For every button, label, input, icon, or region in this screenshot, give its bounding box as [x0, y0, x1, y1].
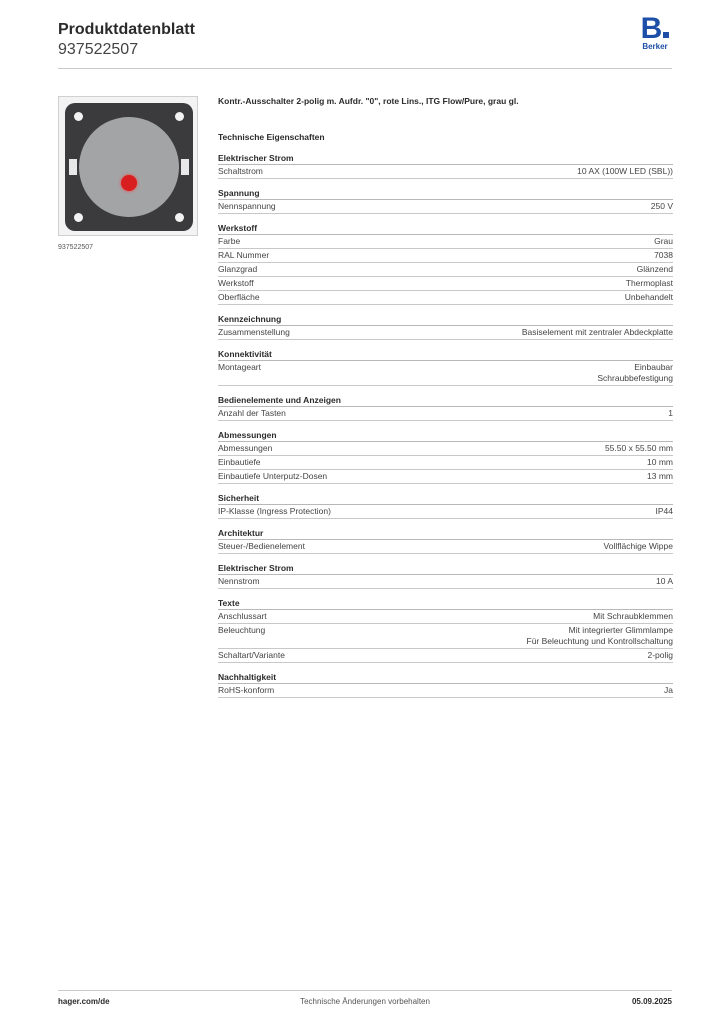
property-row [218, 649, 673, 663]
property-value [605, 443, 673, 454]
section-title: Texte [218, 598, 673, 610]
screw-icon [74, 112, 83, 121]
property-value-line: 13 mm [647, 471, 673, 481]
section-title: Bedienelemente und Anzeigen [218, 395, 673, 407]
section-title: Architektur [218, 528, 673, 540]
property-section [218, 349, 673, 386]
footer-date: 05.09.2025 [631, 997, 672, 1006]
section-title: Elektrischer Strom [218, 153, 673, 165]
property-row [218, 540, 673, 554]
property-value [651, 201, 673, 212]
section-title: Konnektivität [218, 349, 673, 361]
switch-plate [65, 103, 193, 231]
property-label: Werkstoff [218, 278, 254, 288]
property-section [218, 598, 673, 663]
property-section [218, 563, 673, 589]
image-caption: 937522507 [58, 244, 94, 251]
document-title: Produktdatenblatt [58, 21, 195, 38]
property-row [218, 407, 673, 421]
property-value [625, 292, 673, 303]
property-row [218, 200, 673, 214]
property-value-line: 10 A [655, 576, 673, 586]
screw-icon [175, 112, 184, 121]
property-value-line: IP44 [655, 506, 673, 516]
property-label: Schaltart/Variante [218, 650, 285, 660]
property-section [218, 430, 673, 484]
property-value [626, 278, 673, 289]
property-value [597, 362, 673, 384]
section-title: Abmessungen [218, 430, 673, 442]
document-header [58, 12, 672, 70]
property-row [218, 442, 673, 456]
property-label: Schaltstrom [218, 166, 263, 176]
property-label: Farbe [218, 236, 241, 246]
property-value-line: 55.50 x 55.50 mm [604, 443, 673, 453]
property-label: Zusammenstellung [218, 327, 290, 337]
section-title: Nachhaltigkeit [218, 672, 673, 684]
property-label: Einbautiefe [218, 457, 261, 467]
logo-dot [663, 32, 669, 38]
property-value [527, 625, 673, 647]
property-value-line: 7038 [654, 250, 673, 260]
property-value [656, 506, 674, 517]
section-title: Elektrischer Strom [218, 563, 673, 575]
property-section [218, 672, 673, 698]
property-value [654, 250, 673, 261]
property-row [218, 575, 673, 589]
property-label: RAL Nummer [218, 250, 270, 260]
property-value-line: Mit integrierter Glimmlampe [568, 625, 673, 635]
property-section [218, 314, 673, 340]
property-row [218, 624, 673, 649]
rocker-switch [79, 117, 179, 217]
footer-divider [58, 990, 672, 991]
property-value [604, 541, 673, 552]
property-value-line: Mit Schraubklemmen [593, 611, 673, 621]
property-value-line: Unbehandelt [624, 292, 673, 302]
berker-logo [638, 12, 672, 52]
property-row [218, 165, 673, 179]
property-value-line: 1 [668, 408, 673, 418]
property-row [218, 361, 673, 386]
property-row [218, 326, 673, 340]
property-label: Oberfläche [218, 292, 260, 302]
property-row [218, 505, 673, 519]
property-value [593, 611, 673, 622]
property-section [218, 395, 673, 421]
property-value-line: Einbaubar [634, 362, 673, 372]
technical-properties-heading: Technische Eigenschaften [218, 132, 325, 142]
property-label: Montageart [218, 362, 261, 372]
property-section [218, 188, 673, 214]
property-value [647, 650, 673, 661]
property-label: RoHS-konform [218, 685, 275, 695]
property-label: Abmessungen [218, 443, 273, 453]
property-value-line: Basiselement mit zentraler Abdeckplatte [521, 327, 673, 337]
logo-text: Berker [642, 42, 668, 51]
red-lens-icon [121, 175, 137, 191]
header-divider [58, 68, 672, 69]
property-section [218, 223, 673, 305]
property-value-line: 10 AX (100W LED (SBL)) [577, 166, 673, 176]
footer-website: hager.com/de [58, 997, 110, 1006]
footer-disclaimer: Technische Änderungen vorbehalten [300, 997, 430, 1006]
section-title: Werkstoff [218, 223, 673, 235]
screw-icon [74, 213, 83, 222]
property-label: Einbautiefe Unterputz-Dosen [218, 471, 328, 481]
property-label: Anzahl der Tasten [218, 408, 286, 418]
property-value-line: Für Beleuchtung und Kontrollschaltung [526, 636, 673, 646]
property-section [218, 528, 673, 554]
document-number: 937522507 [58, 41, 139, 58]
property-value-line: Grau [654, 236, 673, 246]
property-label: Nennspannung [218, 201, 276, 211]
property-row [218, 610, 673, 624]
logo-letter: B [640, 12, 663, 45]
section-title: Spannung [218, 188, 673, 200]
property-label: Steuer-/Bedienelement [218, 541, 305, 551]
property-value [668, 408, 673, 419]
property-value [647, 471, 673, 482]
property-row [218, 249, 673, 263]
property-value-line: Ja [664, 685, 673, 695]
property-value [654, 236, 673, 247]
property-value-line: 10 mm [647, 457, 673, 467]
property-value [637, 264, 673, 275]
property-sections [218, 153, 673, 698]
property-section [218, 153, 673, 179]
product-description: Kontr.-Ausschalter 2-polig m. Aufdr. "0", rote Lins., ITG Flow/Pure, grau gl. [218, 96, 519, 106]
property-row [218, 470, 673, 484]
property-label: IP-Klasse (Ingress Protection) [218, 506, 331, 516]
property-value-line: Vollflächige Wippe [603, 541, 673, 551]
property-value [577, 166, 673, 177]
property-row [218, 456, 673, 470]
section-title: Sicherheit [218, 493, 673, 505]
property-value-line: 2-polig [647, 650, 673, 660]
section-title: Kennzeichnung [218, 314, 673, 326]
property-value [647, 457, 673, 468]
mounting-clip [181, 159, 189, 175]
property-label: Anschlussart [218, 611, 267, 621]
property-value-line: Thermoplast [625, 278, 673, 288]
screw-icon [175, 213, 184, 222]
product-details [218, 96, 673, 707]
property-label: Nennstrom [218, 576, 260, 586]
property-value [664, 685, 673, 696]
property-row [218, 291, 673, 305]
property-row [218, 684, 673, 698]
property-value-line: Glänzend [636, 264, 673, 274]
property-value [656, 576, 673, 587]
property-section [218, 493, 673, 519]
logo-mark [638, 12, 672, 45]
property-row [218, 235, 673, 249]
property-label: Glanzgrad [218, 264, 258, 274]
property-value [522, 327, 673, 338]
property-value-line: 250 V [650, 201, 673, 211]
property-row [218, 263, 673, 277]
property-label: Beleuchtung [218, 625, 266, 635]
property-row [218, 277, 673, 291]
product-image [58, 96, 198, 236]
mounting-clip [69, 159, 77, 175]
property-value-line: Schraubbefestigung [597, 373, 673, 383]
